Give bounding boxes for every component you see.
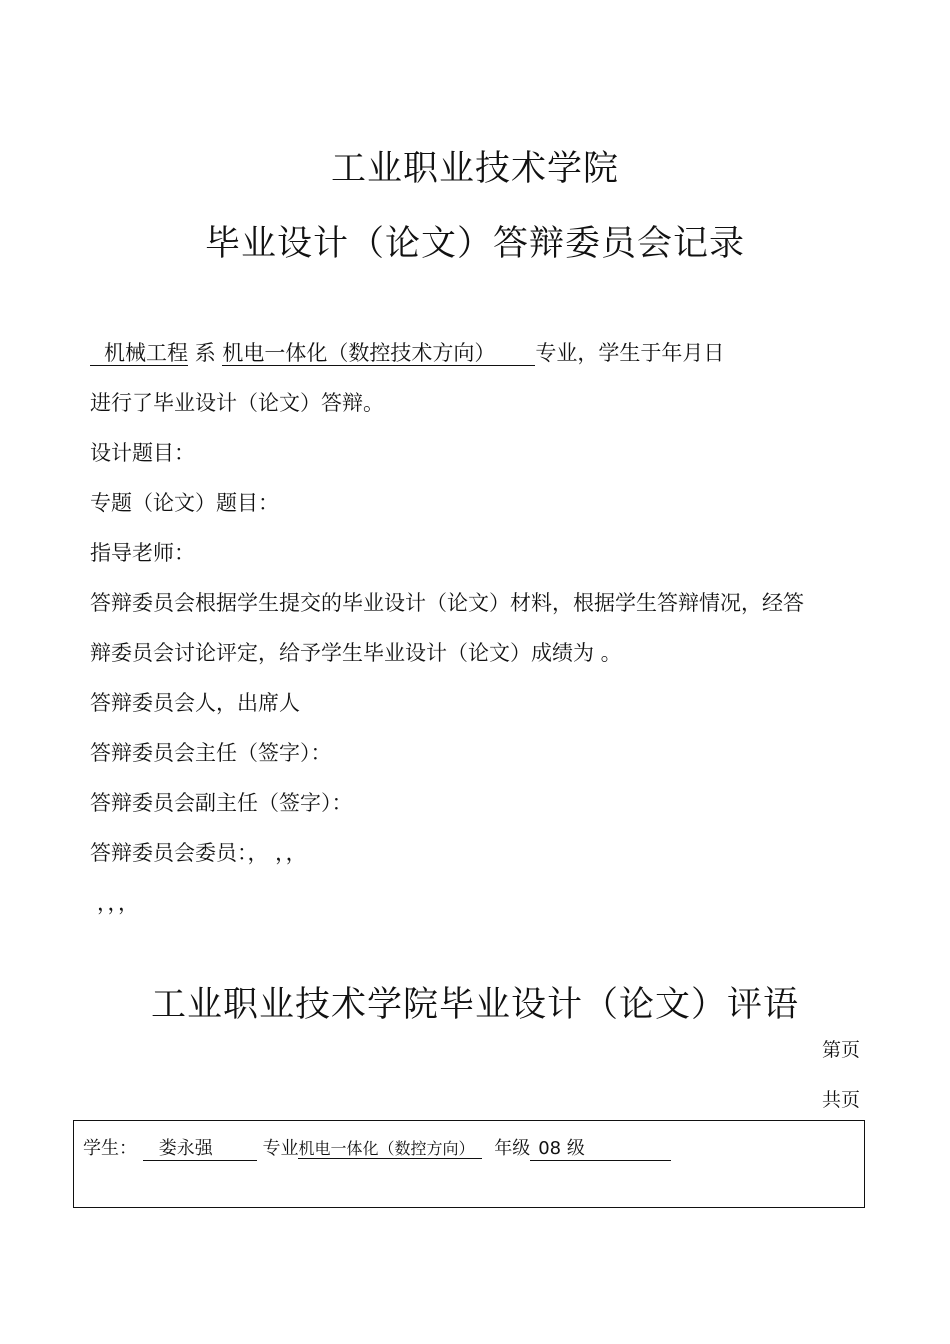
- department-field: 机械工程: [90, 341, 188, 366]
- evaluation-paragraph-line-1: 答辩委员会根据学生提交的毕业设计（论文）材料，根据学生答辩情况，经答: [90, 591, 804, 615]
- record-line-2: 进行了毕业设计（论文）答辩。: [90, 391, 384, 415]
- comments-title: 工业职业技术学院毕业设计（论文）评语: [150, 985, 799, 1025]
- grade-value-field: 08 级: [530, 1139, 671, 1161]
- student-info-box: [73, 1120, 865, 1208]
- student-info-row: [83, 1134, 671, 1161]
- document-subtitle: 毕业设计（论文）答辩委员会记录: [204, 224, 745, 264]
- grade-label: 年级: [494, 1138, 531, 1159]
- page-total: 共页: [821, 1089, 860, 1111]
- special-topic-label: 专题（论文）题目：: [90, 491, 279, 515]
- major-field: 机电一体化（数控技术方向）: [222, 341, 535, 366]
- document-title: 工业职业技术学院: [330, 149, 619, 189]
- record-line-1: [90, 337, 724, 367]
- page-number: 第页: [821, 1039, 860, 1061]
- advisor-label: 指导老师：: [90, 541, 195, 565]
- line1-tail: 专业，学生于年月日: [535, 341, 725, 365]
- student-label: 学生：: [83, 1138, 137, 1159]
- evaluation-paragraph-line-2: 辩委员会讨论评定，给予学生毕业设计（论文）成绩为 。: [90, 641, 622, 665]
- members-label: 答辩委员会委员：， ，，: [90, 841, 307, 865]
- members-line-2: ，，，: [97, 891, 139, 915]
- major-label: 专业: [262, 1138, 299, 1159]
- major-value-field: 机电一体化（数控方向）: [298, 1140, 482, 1159]
- chair-signature-label: 答辩委员会主任（签字）：: [90, 741, 332, 765]
- student-name-field: 娄永强: [143, 1139, 257, 1161]
- design-topic-label: 设计题目：: [90, 441, 195, 465]
- attendance-line: 答辩委员会人，出席人: [90, 691, 300, 715]
- department-suffix: 系: [194, 341, 216, 365]
- vice-chair-signature-label: 答辩委员会副主任（签字）：: [90, 791, 353, 815]
